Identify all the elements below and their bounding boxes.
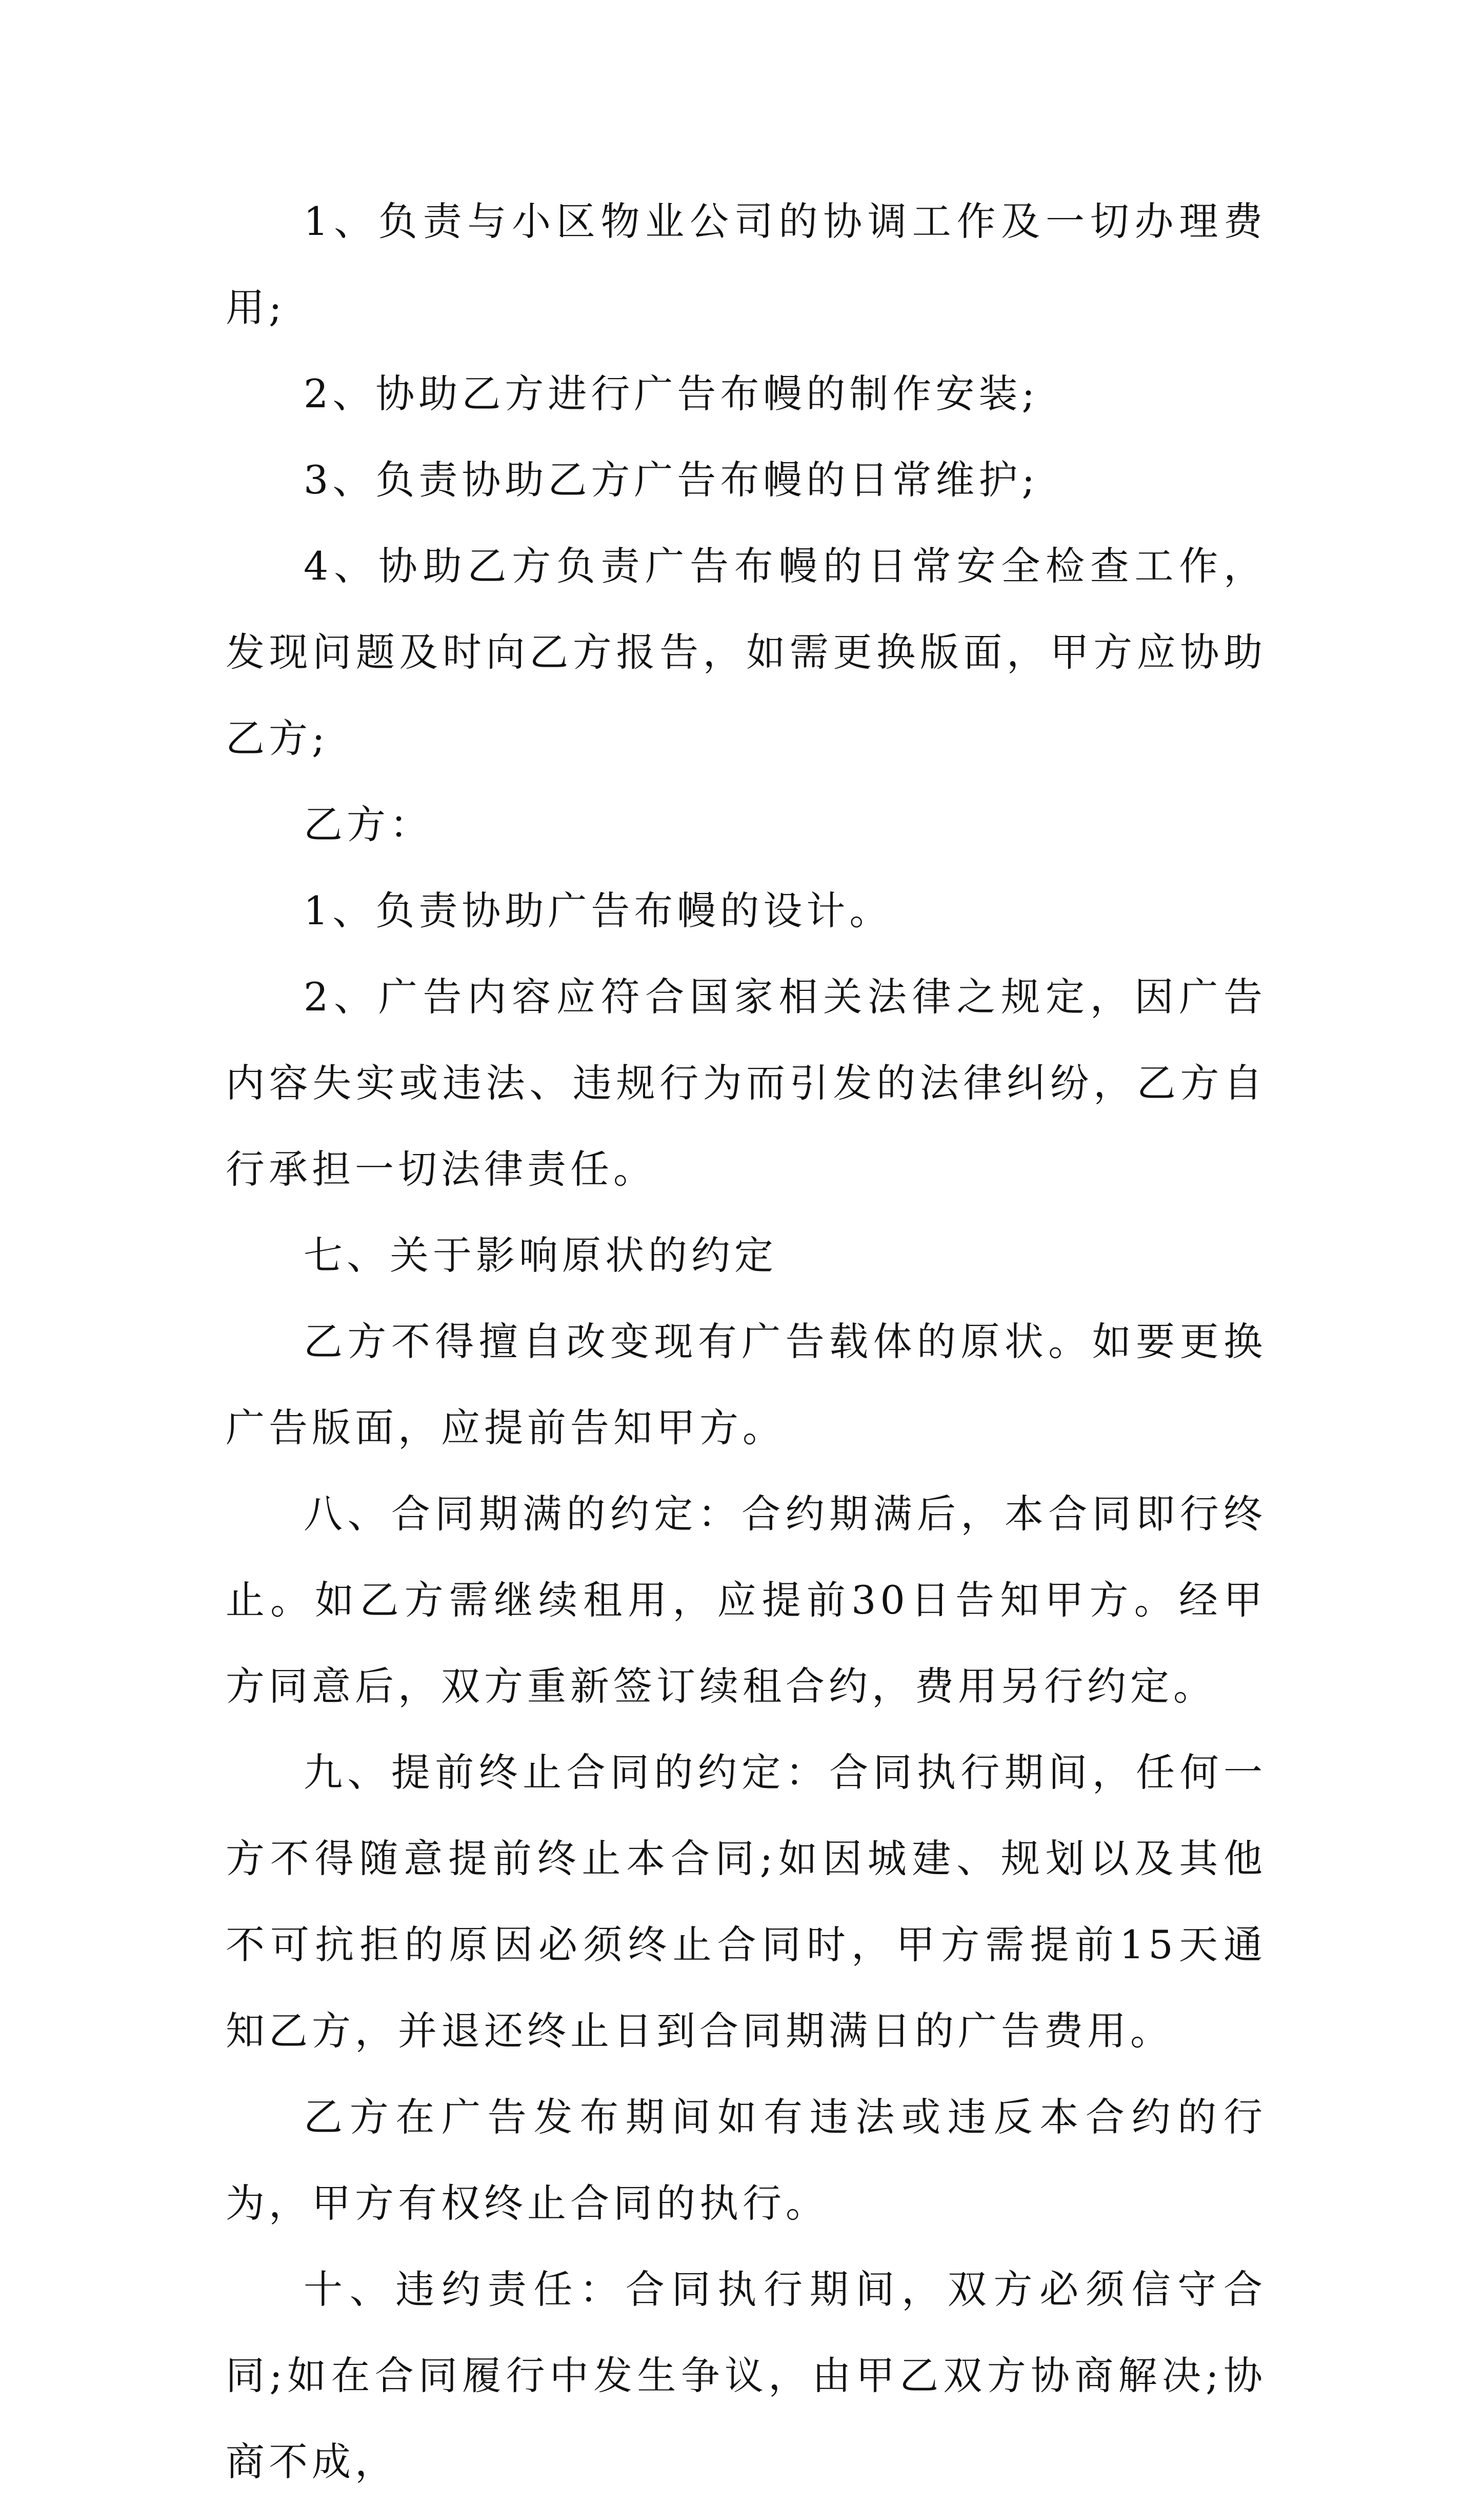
section-7-heading: 七、关于影响原状的约定 xyxy=(304,1232,777,1278)
section-10-text: 十、违约责任：合同执行期间，双方必须信守合同;如在合同履行中发生争议，由甲乙双方协商解决;协商不成， xyxy=(226,2267,1267,2484)
clause-party-a-duty-3: 3、负责协助乙方广告布幔的日常维护; xyxy=(304,457,1039,503)
clause-party-b-duty-1: 1、负责协助广告布幔的设计。 xyxy=(304,888,893,933)
clause-party-a-duty-4: 4、协助乙方负责广告布幔的日常安全检查工作，发现问题及时向乙方报告，如需更换版面，甲方应协助乙方; xyxy=(226,543,1267,761)
contract-body xyxy=(226,178,1267,2505)
clause-party-a-duty-1: 1、负责与小区物业公司的协调工作及一切办理费用; xyxy=(226,198,1267,330)
clause-party-b-duty-2: 2、广告内容应符合国家相关法律之规定，因广告内容失实或违法、违规行为而引发的法律纠纷，乙方自行承担一切法律责任。 xyxy=(226,974,1267,1192)
party-b-heading: 乙方： xyxy=(304,802,433,847)
section-7-text: 乙方不得擅自改变现有广告载体的原状。如要更换广告版面，应提前告知甲方。 xyxy=(226,1319,1267,1450)
section-9-text: 九、提前终止合同的约定：合同执行期间，任何一方不得随意提前终止本合同;如因城建、规划以及其他不可抗拒的原因必须终止合同时，甲方需提前15天通知乙方，并退还终止日到合同期满日的广告费用。 xyxy=(226,1749,1267,2054)
section-8-text: 八、合同期满的约定：合约期满后，本合同即行终止。如乙方需继续租用，应提前30日告知甲方。经甲方同意后，双方重新签订续租合约，费用另行约定。 xyxy=(226,1491,1267,1709)
clause-party-a-duty-2: 2、协助乙方进行广告布幔的制作安装; xyxy=(304,371,1039,416)
section-9-extra: 乙方在广告发布期间如有违法或违反本合约的行为，甲方有权终止合同的执行。 xyxy=(226,2094,1267,2226)
